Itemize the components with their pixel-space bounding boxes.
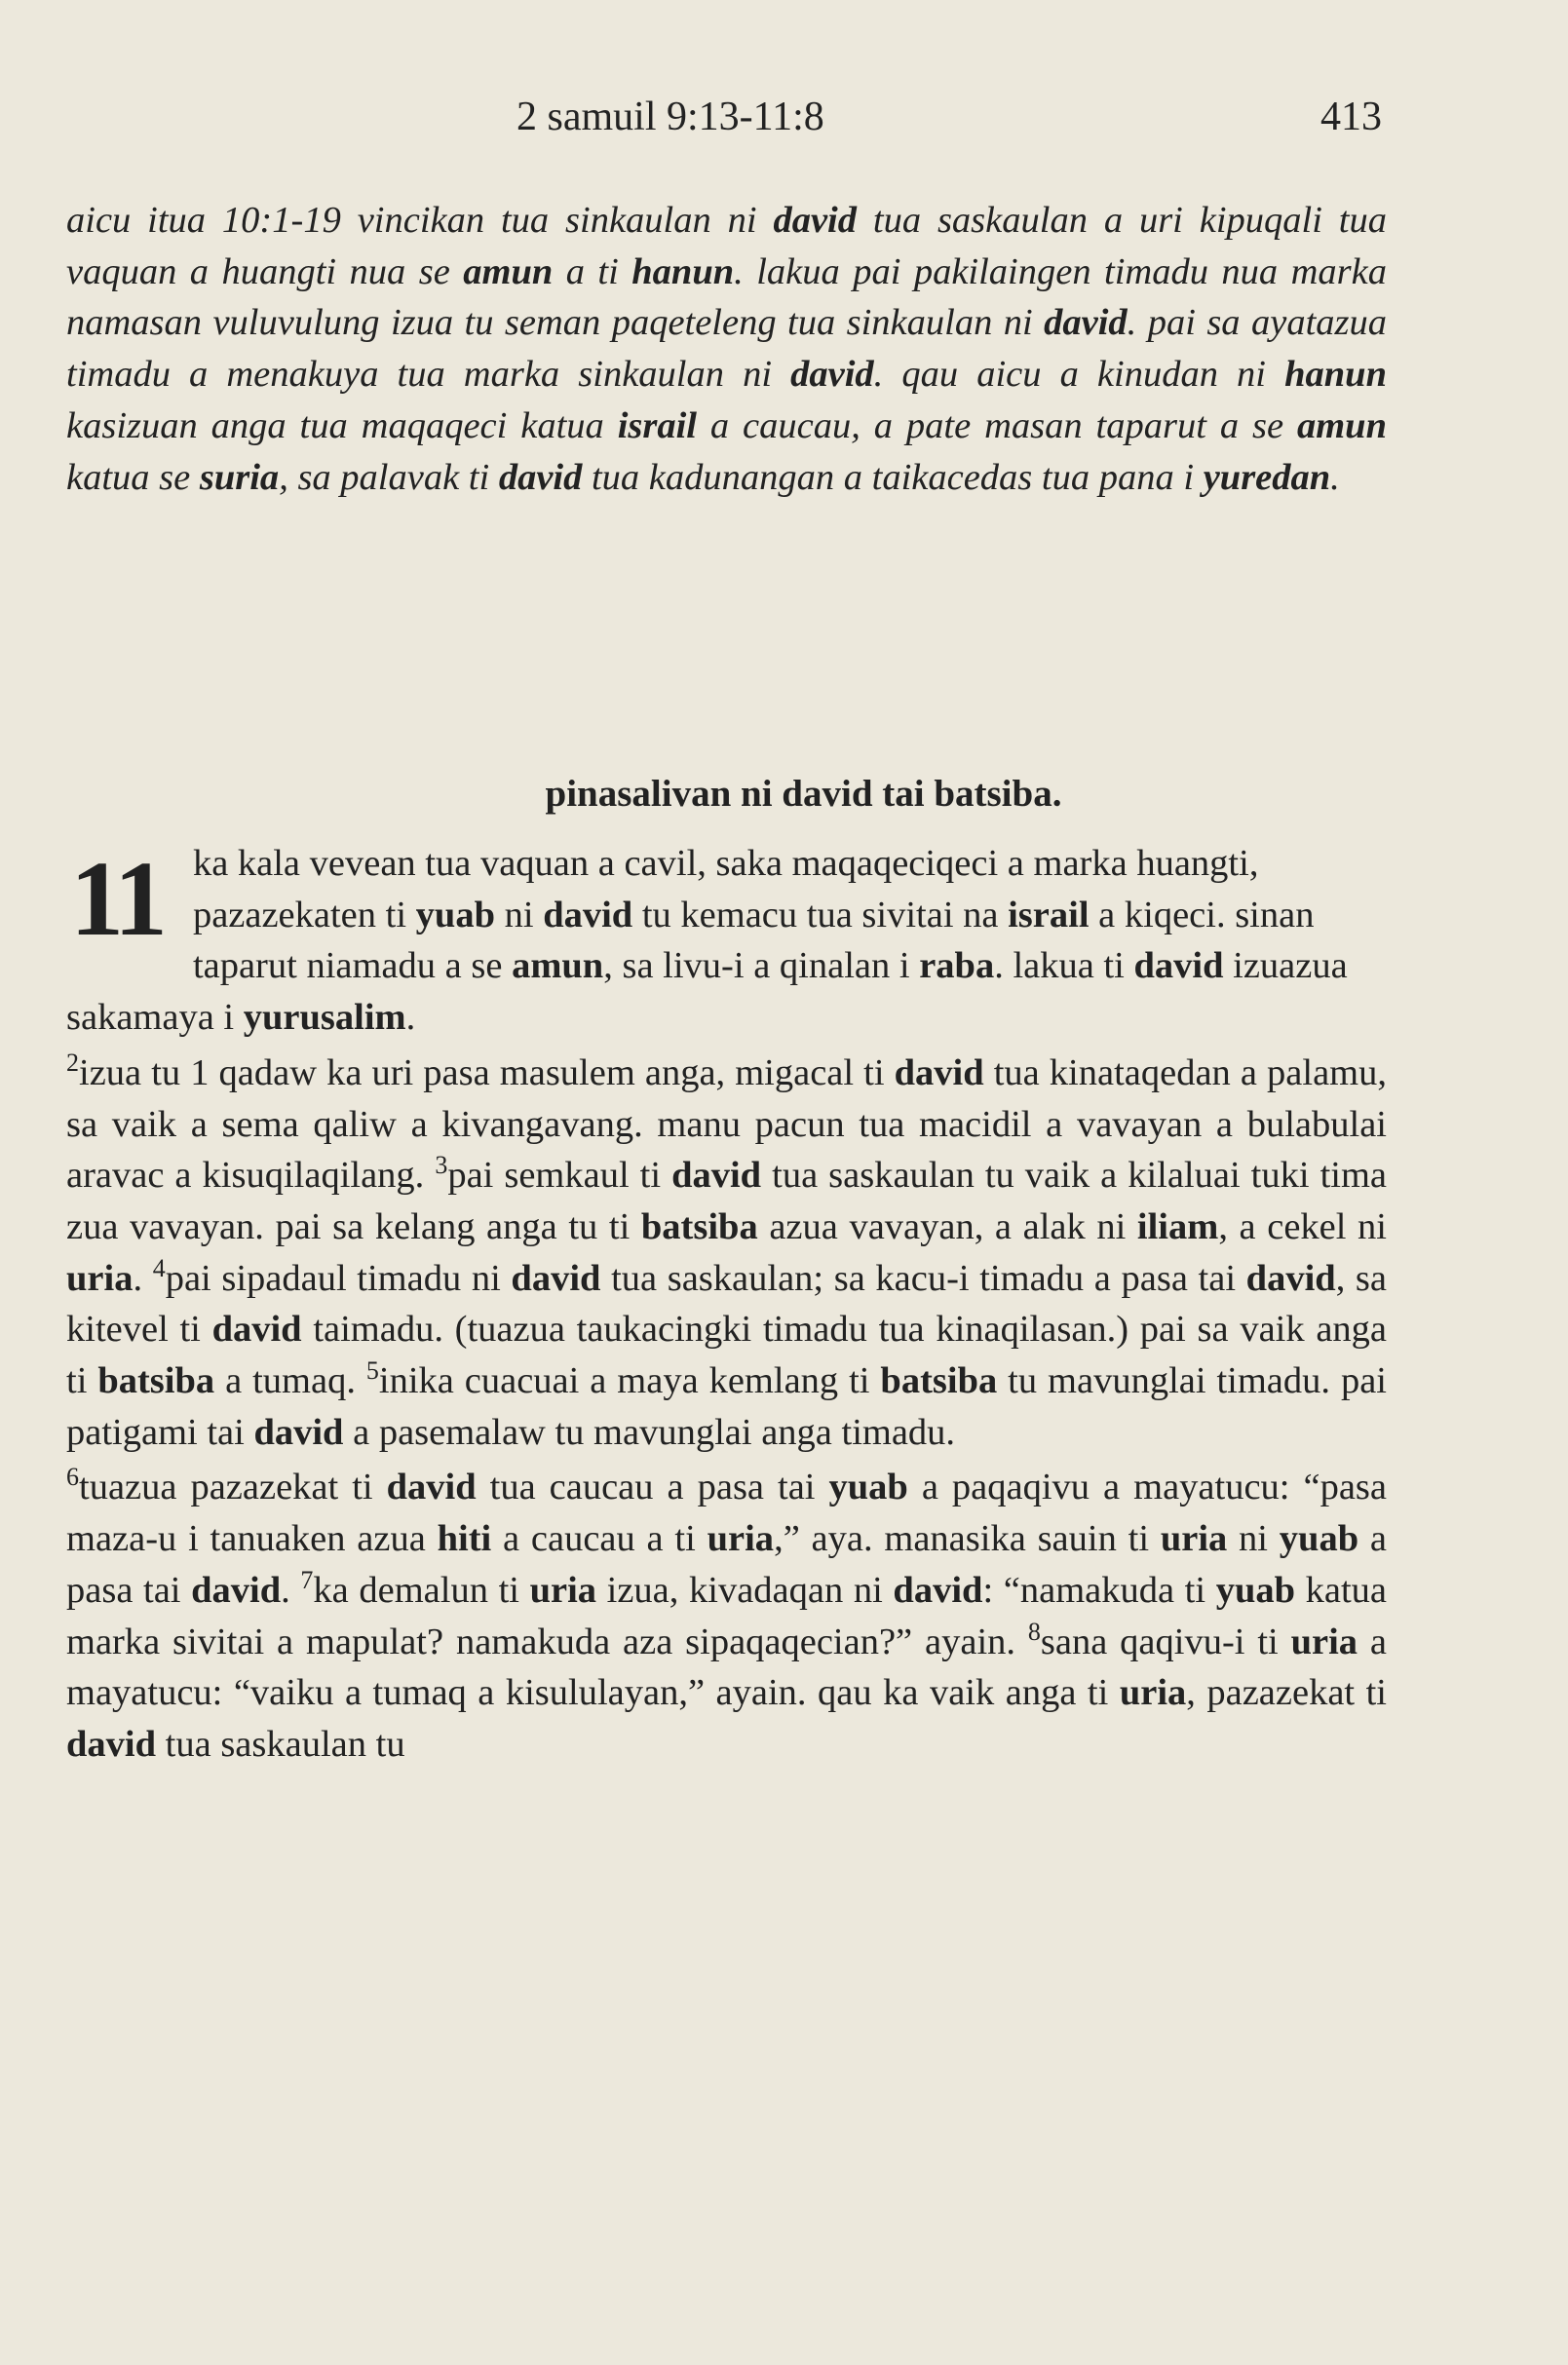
verse-number: 6 [66,1463,79,1492]
proper-name: david [191,1569,282,1611]
text-run: . lakua pai pakilaingen timadu nua marka namasan vuluvulung izua tu seman paqeteleng tua sinkaulan ni [66,250,1387,344]
text-run: ka kala vevean tua vaquan a cavil, saka maqaqeciqeci a marka huangti, pazazekaten ti [192,843,1259,935]
verse-number: 3 [435,1151,448,1180]
proper-name: david [893,1569,983,1611]
text-run: izua, kivadaqan ni [596,1569,894,1611]
proper-name: david [790,354,874,396]
text-run: tuazua pazazekat ti [79,1467,387,1508]
proper-name: david [671,1155,762,1197]
proper-name: hiti [437,1518,492,1560]
text-run: a caucau a ti [491,1518,708,1560]
proper-name: david [894,1051,984,1093]
text-run: , sa kitevel ti [66,1257,1388,1351]
proper-name: uria [529,1569,597,1611]
proper-name: amun [512,945,604,987]
proper-name: yuredan [1203,456,1331,498]
page-number: 413 [1320,95,1382,139]
proper-name: hanun [631,250,735,292]
text-run: ni [1227,1518,1280,1560]
text-run: , a cekel ni [1218,1205,1388,1247]
proper-name: israil [617,404,697,446]
intro-paragraph [66,195,1387,503]
text-run: . [405,997,416,1039]
proper-name: yuab [1279,1518,1359,1560]
text-run: . pai sa ayatazua timadu a menakuya tua marka sinkaulan ni [66,302,1387,396]
proper-name: david [511,1257,601,1299]
text-run: sana qaqivu-i ti [1040,1621,1291,1662]
section-heading: pinasalivan ni david tai batsiba. [545,773,1062,815]
proper-name: david [1245,1257,1336,1299]
proper-name: david [543,894,633,935]
chapter-number: 11 [70,839,164,958]
proper-name: amun [1296,404,1387,446]
text-run: . [1330,456,1340,498]
text-run: izua tu 1 qadaw ka uri pasa masulem anga, migacal ti [79,1051,895,1093]
proper-name: david [66,1723,157,1765]
proper-name: amun [463,250,554,292]
proper-name: raba [919,945,995,987]
page-header [0,94,1568,152]
proper-name: batsiba [97,1360,215,1402]
proper-name: david [1044,302,1128,344]
text-run: tua saskaulan tu vaik a kilaluai tuki tima zua vavayan. pai sa kelang anga tu ti [66,1155,1387,1247]
text-run: . [133,1257,153,1299]
chapter-body [66,838,1387,1771]
text-run: taimadu. (tuazua taukacingki timadu tua kinaqilasan.) pai sa vaik anga ti [66,1309,1387,1402]
proper-name: suria [199,456,280,498]
text-run: . lakua ti [994,945,1134,987]
text-run: , sa livu-i a qinalan i [603,945,920,987]
proper-name: david [386,1467,477,1508]
proper-name: david [211,1309,302,1351]
text-run: . [281,1569,301,1611]
proper-name: yurusalim [243,997,406,1039]
text-run: , pazazekat ti [1186,1672,1387,1714]
text-run: aicu itua 10:1-19 vincikan tua sinkaulan ni [66,200,774,241]
verse-number: 5 [365,1356,379,1386]
text-run: a mayatucu: “vaiku a tumaq a kisululayan,” ayain. qau ka vaik anga ti [66,1621,1387,1714]
text-run: a pasa tai [66,1518,1387,1611]
running-title: 2 samuil 9:13-11:8 [516,95,824,139]
text-run: a kiqeci. sinan taparut niamadu a se [192,894,1315,987]
text-run: tua saskaulan a uri kipuqali tua vaquan a huangti nua se [66,200,1387,292]
verse-number: 2 [66,1048,79,1077]
text-run: izuazua sakamaya i [66,945,1348,1039]
proper-name: uria [707,1518,775,1560]
text-run: ka demalun ti [313,1569,530,1611]
text-run: a ti [553,250,632,292]
proper-name: david [498,456,583,498]
text-run: ni [494,894,544,935]
text-run: a pasemalaw tu mavunglai anga timadu. [343,1411,956,1453]
intro-summary [66,195,1387,503]
text-run: tu kemacu tua sivitai na [632,894,1009,935]
paragraph [66,839,1348,1039]
text-run: a paqaqivu a mayatucu: “pasa maza-u i tanuaken azua [66,1467,1387,1560]
text-run: azua vavayan, a alak ni [757,1205,1137,1247]
text-run: katua se [66,456,200,498]
verse-number: 4 [152,1253,166,1282]
proper-name: hanun [1284,354,1387,396]
text-run: kasizuan anga tua maqaqeci katua [66,404,618,446]
text-run: tu mavunglai timadu. pai patigami tai [66,1360,1387,1453]
proper-name: uria [1290,1621,1358,1662]
text-run: pai sipadaul timadu ni [165,1257,512,1299]
verse-number: 7 [300,1565,314,1594]
paragraph [66,1462,1387,1770]
proper-name: yuab [415,894,495,935]
proper-name: david [773,200,857,241]
proper-name: iliam [1136,1205,1219,1247]
text-run: tua caucau a pasa tai [476,1467,829,1508]
text-run: : “namakuda ti [982,1569,1216,1611]
text-run: tua kinataqedan a palamu, sa vaik a sema qaliw a kivangavang. manu pacun tua macidil a vavayan a bulabulai aravac a kisuqilaqilang. [66,1051,1387,1197]
proper-name: batsiba [640,1205,758,1247]
text-run: pai semkaul ti [447,1155,672,1197]
proper-name: uria [1160,1518,1228,1560]
text-run: katua marka sivitai a mapulat? namakuda aza sipaqaqecian?” ayain. [66,1569,1388,1662]
verse-number: 8 [1027,1617,1041,1646]
text-run: tua saskaulan; sa kacu-i timadu a pasa tai [600,1257,1246,1299]
proper-name: israil [1008,894,1090,935]
text-run: . qau aicu a kinudan ni [873,354,1285,396]
text-run: a tumaq. [214,1360,366,1402]
text-run: tua kadunangan a taikacedas tua pana i [582,456,1204,498]
text-run: tua saskaulan tu [156,1723,405,1765]
proper-name: uria [66,1257,134,1299]
text-run: ,” aya. manasika sauin ti [774,1518,1161,1560]
proper-name: yuab [828,1467,908,1508]
paragraph [66,1048,1387,1459]
text-run: a caucau, a pate masan taparut a se [697,404,1297,446]
proper-name: uria [1119,1672,1187,1714]
proper-name: david [1133,945,1224,987]
proper-name: batsiba [880,1360,998,1402]
proper-name: david [253,1411,344,1453]
text-run: , sa palavak ti [279,456,499,498]
proper-name: yuab [1215,1569,1296,1611]
text-run: inika cuacuai a maya kemlang ti [378,1360,881,1402]
